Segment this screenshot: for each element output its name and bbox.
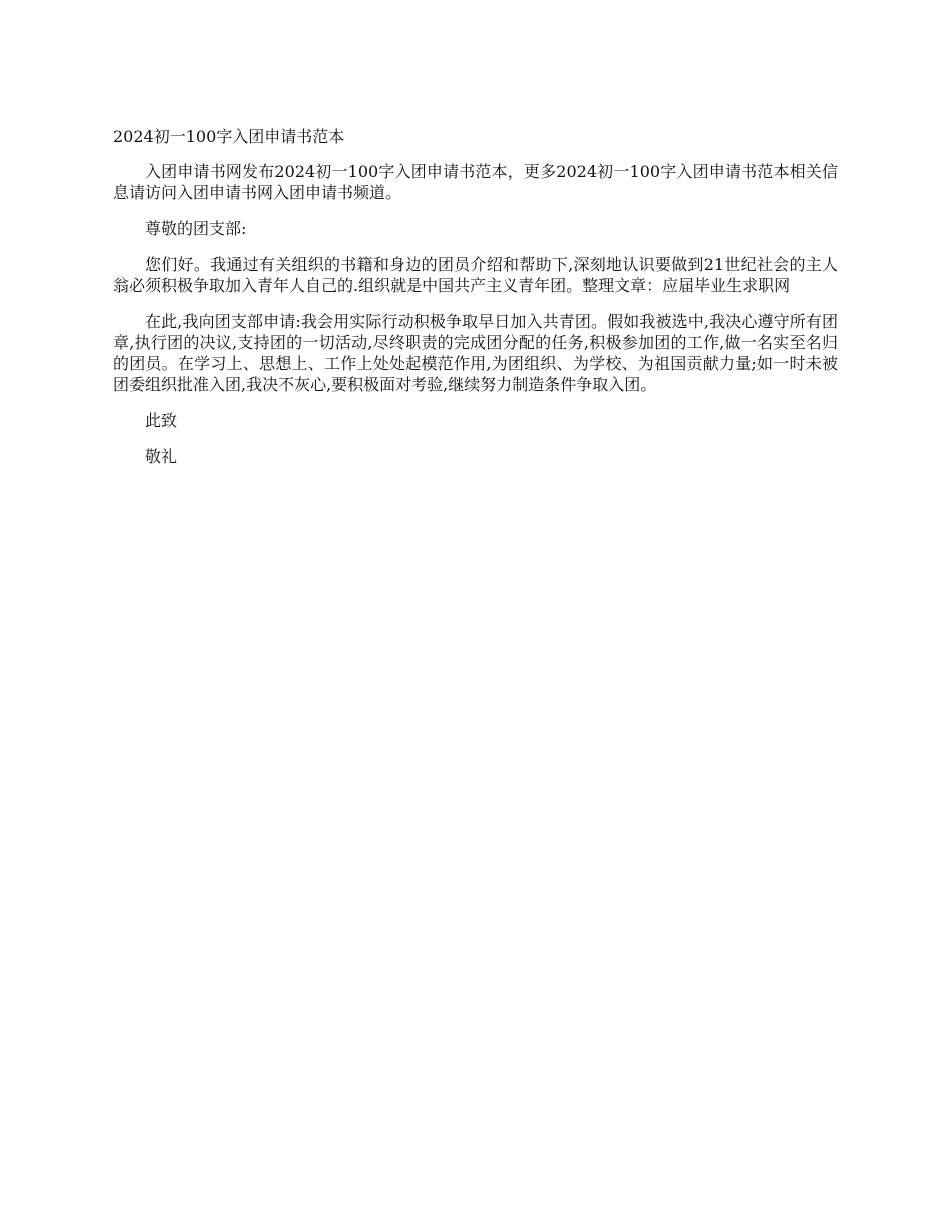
body-paragraph-2: 在此,我向团支部申请:我会用实际行动积极争取早日加入共青团。假如我被选中,我决心遵守所有团章,执行团的决议,支持团的一切活动,尽终职责的完成团分配的任务,积极参加团的工作,做一名实至名归的团员。在学习上、思想上、工作上处处起模范作用,为团组织、为学校、为祖国贡献力量;如一时未被团委组织批准入团,我决不灰心,要积极面对考验,继续努力制造条件争取入团。 xyxy=(113,312,838,394)
body-paragraph-1: 您们好。我通过有关组织的书籍和身边的团员介绍和帮助下,深刻地认识要做到21世纪社会的主人翁必须积极争取加入青年人自己的.组织就是中国共产主义青年团。整理文章：应届毕业生求职网 xyxy=(113,255,838,295)
closing-line-2: 敬礼 xyxy=(145,447,178,466)
intro-paragraph: 入团申请书网发布2024初一100字入团申请书范本，更多2024初一100字入团申请书范本相关信息请访问入团申请书网入团申请书频道。 xyxy=(113,162,838,202)
document-title: 2024初一100字入团申请书范本 xyxy=(113,127,345,146)
closing-line-1: 此致 xyxy=(145,411,178,430)
salutation: 尊敬的团支部: xyxy=(145,219,247,238)
document-body xyxy=(113,126,838,482)
